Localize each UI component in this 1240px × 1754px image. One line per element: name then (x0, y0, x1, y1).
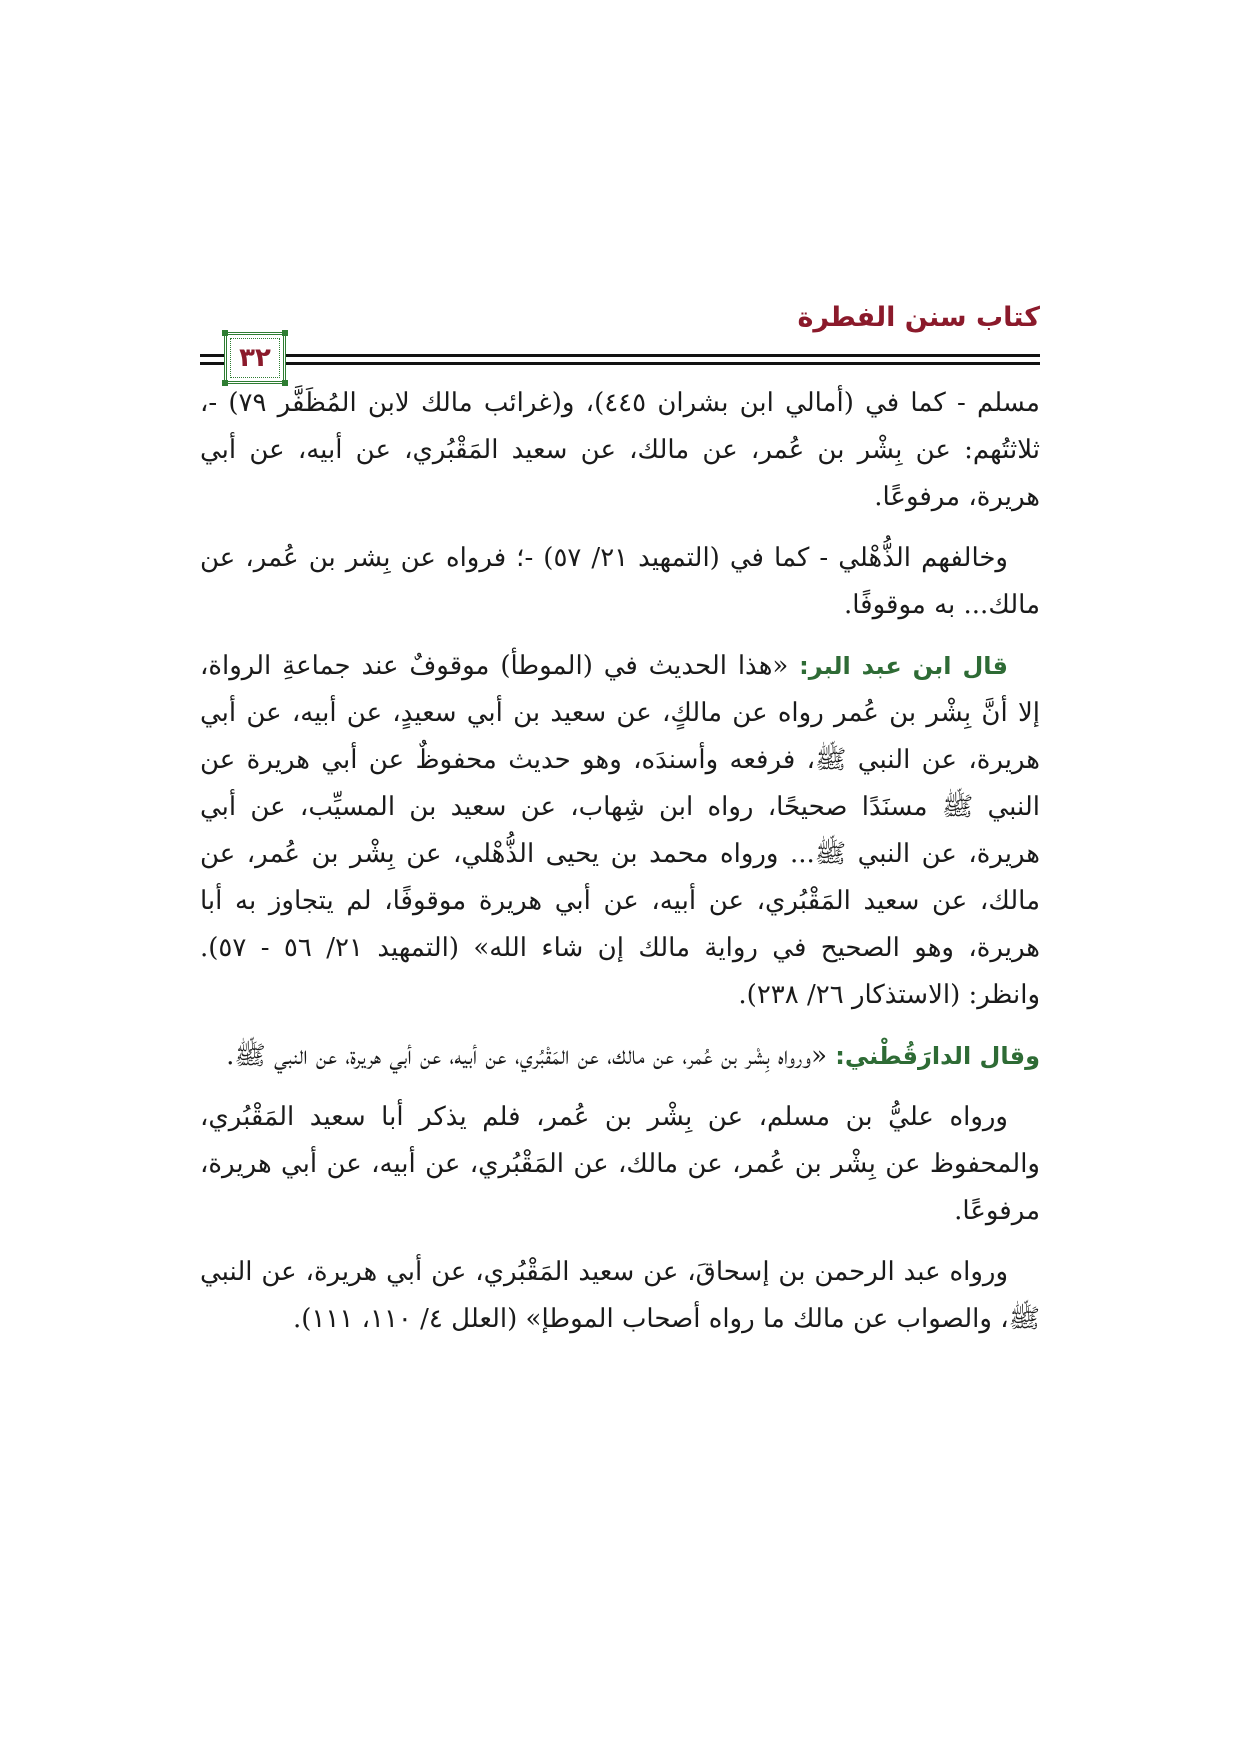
paragraph-text: ورواه عليُّ بن مسلم، عن بِشْر بن عُمر، فلم يذكر أبا سعيد المَقْبُري، والمحفوظ عن بِشْر بن عُمر، عن مالك، عن المَقْبُري، عن أبيه، عن أبي هريرة، مرفوعًا. (200, 1102, 1040, 1226)
page-body (200, 380, 1040, 1357)
page-number: ٣٢ (239, 343, 271, 373)
paragraph-2 (200, 535, 1040, 629)
header-rule-bottom (200, 362, 1040, 365)
paragraph-text: مسلم - كما في (أمالي ابن بشران ٤٤٥)، و(غرائب مالك لابن المُظَفَّر ٧٩) -، ثلاثتُهم: عن بِشْر بن عُمر، عن مالك، عن سعيد المَقْبُري، عن أبيه، عن أبي هريرة، مرفوعًا. (200, 388, 1040, 512)
book-title: كتاب سنن الفطرة (797, 302, 1040, 333)
paragraph-text: وخالفهم الذُّهْلي - كما في (التمهيد ٢١/ ٥٧) -؛ فرواه عن بِشر بن عُمر، عن مالك... به موقوفًا. (200, 543, 1040, 620)
paragraph-text: ورواه عبد الرحمن بن إسحاقَ، عن سعيد المَقْبُري، عن أبي هريرة، عن النبي ﷺ، والصواب عن مالك ما رواه أصحاب الموطإ» (العلل ٤/ ١١٠، ١١١). (200, 1257, 1040, 1334)
paragraph-ibn-abd-al-barr (200, 643, 1040, 1019)
paragraph-1 (200, 380, 1040, 521)
header-rule-top (200, 354, 1040, 357)
paragraph-6 (200, 1249, 1040, 1343)
paragraph-text: «ورواه بِشْر بن عُمر، عن مالك، عن المَقْبُري، عن أبيه، عن أبي هريرة، عن النبي ﷺ. (226, 1041, 836, 1071)
frame-ornament-icon (282, 330, 288, 336)
speaker-label: وقال الدارَقُطْني: (835, 1042, 1040, 1070)
speaker-label: قال ابن عبد البر: (799, 652, 1008, 680)
page-number-frame (224, 332, 286, 384)
paragraph-daraqutni (200, 1033, 1040, 1080)
frame-ornament-icon (222, 330, 228, 336)
paragraph-5 (200, 1094, 1040, 1235)
paragraph-text: «هذا الحديث في (الموطأ) موقوفٌ عند جماعةِ الرواة، إلا أنَّ بِشْر بن عُمر رواه عن مالكٍ، عن سعيد بن أبي سعيدٍ، عن أبيه، عن أبي هريرة، عن النبي ﷺ، فرفعه وأسندَه، وهو حديث محفوظٌ عن أبي هريرة عن النبي ﷺ مسنَدًا صحيحًا، رواه ابن شِهاب، عن سعيد بن المسيِّب، عن أبي هريرة، عن النبي ﷺ... ورواه محمد بن يحيى الذُّهْلي، عن بِشْر بن عُمر، عن مالك، عن سعيد المَقْبُري، عن أبيه، عن أبي هريرة موقوفًا، لم يتجاوز به أبا هريرة، وهو الصحيح في رواية مالك إن شاء الله» (التمهيد ٢١/ ٥٦ - ٥٧). وانظر: (الاستذكار ٢٦/ ٢٣٨). (200, 651, 1041, 1010)
